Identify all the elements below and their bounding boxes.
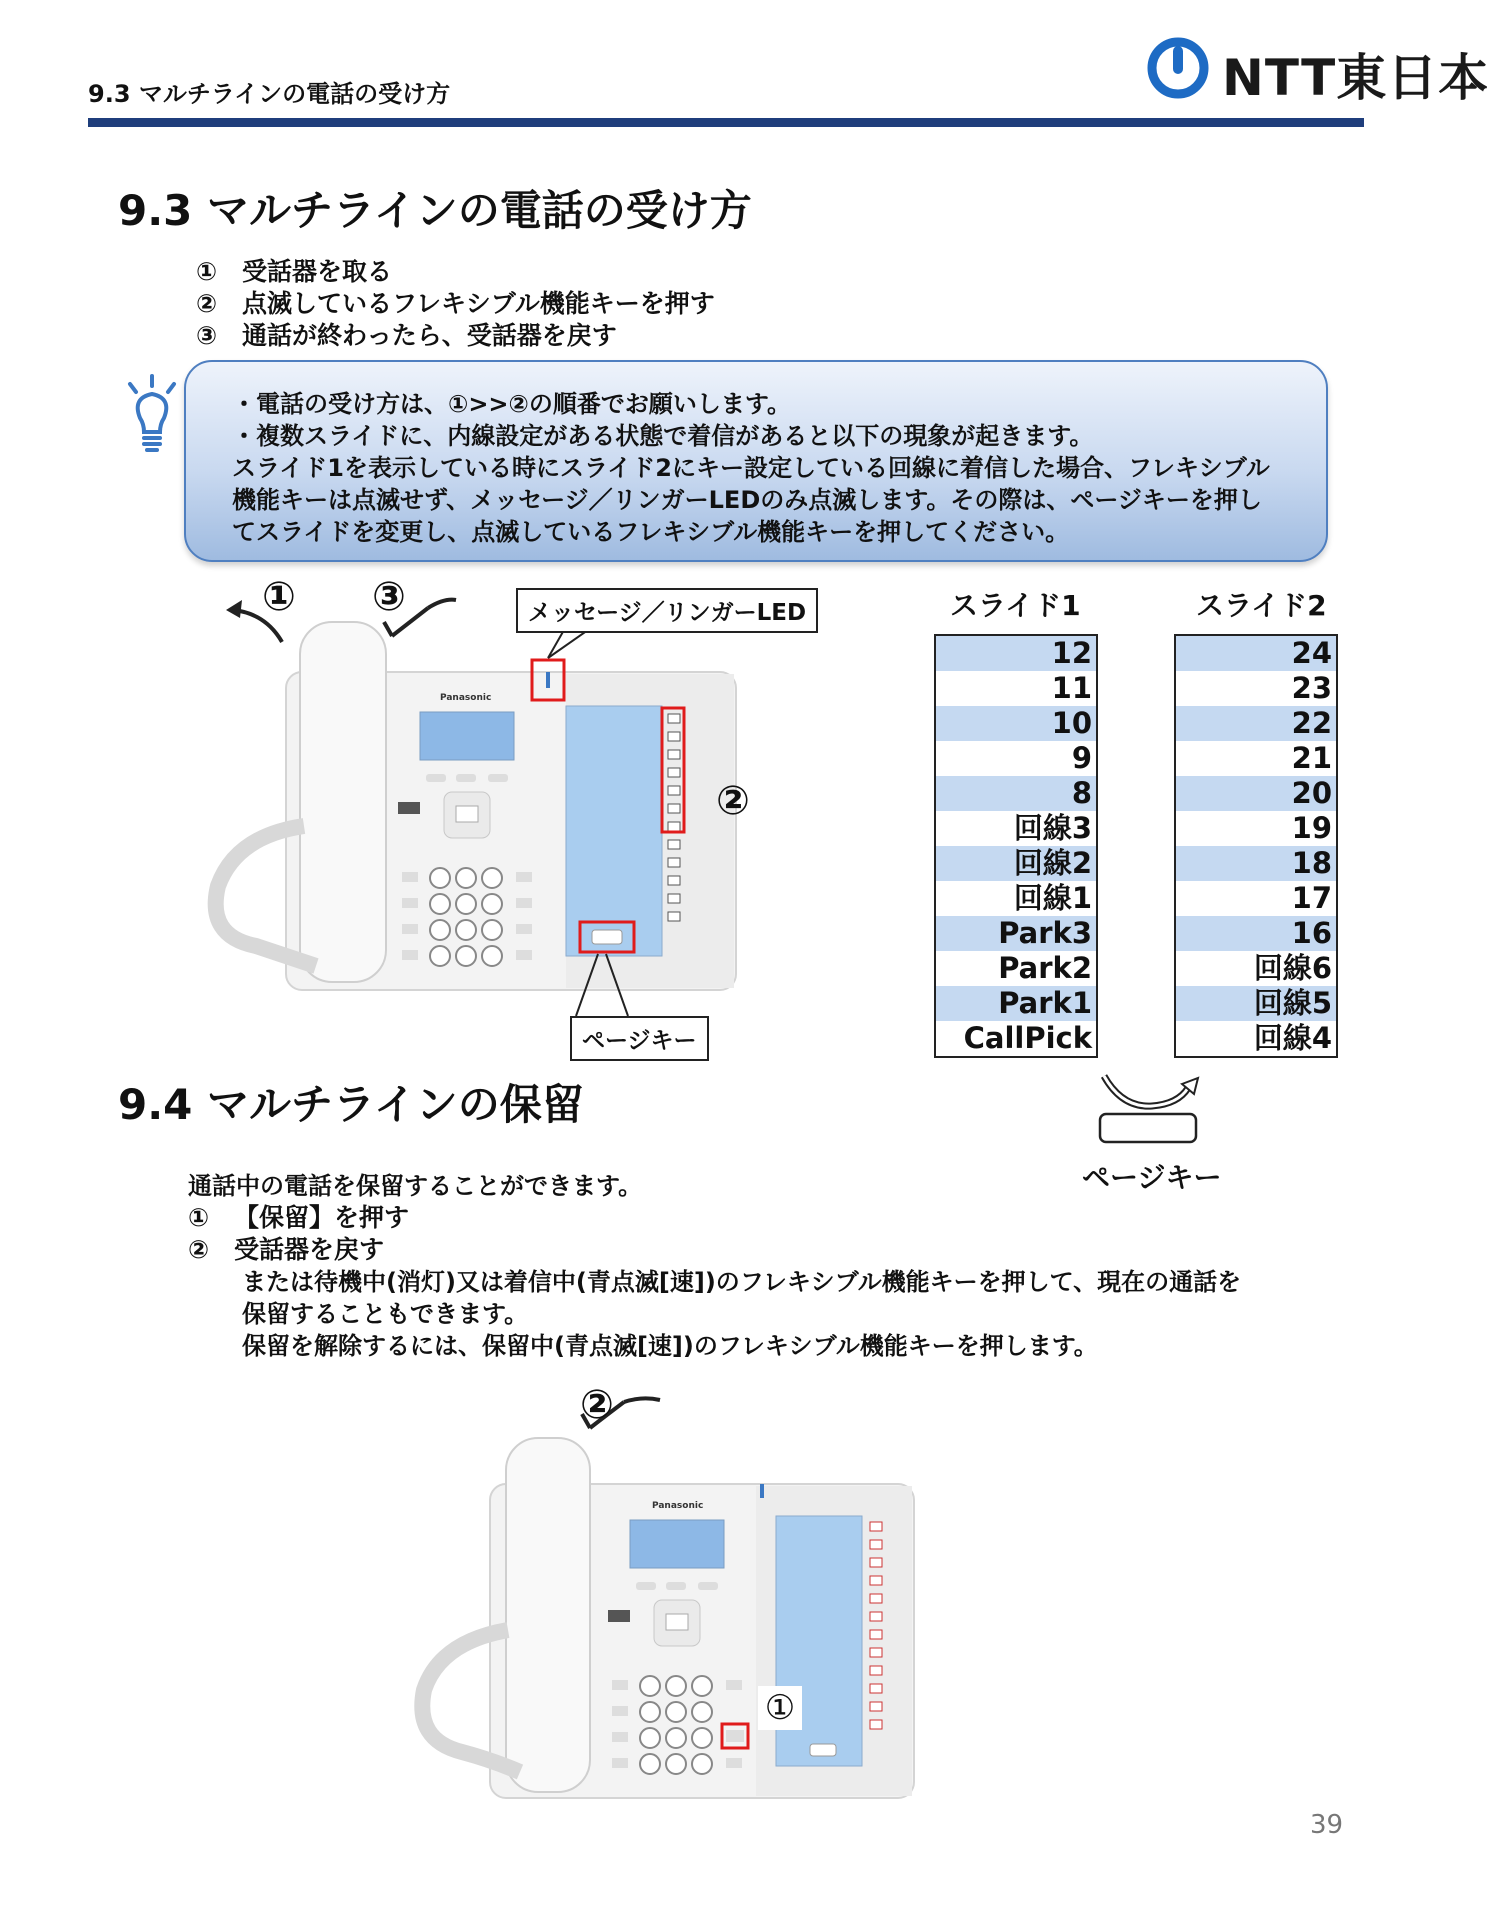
slide1-row: 回線2 — [936, 846, 1096, 881]
slide2-row: 21 — [1176, 741, 1336, 776]
hold-step-1: ① 【保留】を押す — [188, 1203, 410, 1232]
slide2-row: 22 — [1176, 706, 1336, 741]
hold-detail-1: または待機中(消灯)又は着信中(青点滅[速])のフレキシブル機能キーを押して、現在の通話を — [242, 1268, 1242, 1296]
step-2: ② 点滅しているフレキシブル機能キーを押す — [196, 289, 715, 318]
slide2-row: 17 — [1176, 881, 1336, 916]
header-title: 9.3 マルチラインの電話の受け方 — [88, 80, 451, 108]
slide2-row: 18 — [1176, 846, 1336, 881]
slide2-row: 24 — [1176, 636, 1336, 671]
section-93-heading: 9.3 マルチラインの電話の受け方 — [118, 186, 752, 235]
hold-callout-2: ② — [580, 1382, 614, 1428]
note-line-1: ・電話の受け方は、①>>②の順番でお願いします。 — [232, 390, 791, 418]
note-line-3: スライド1を表示している時にスライド2にキー設定している回線に着信した場合、フレキシブル — [232, 454, 1270, 482]
lightbulb-icon — [122, 374, 182, 456]
callout-3: ③ — [372, 574, 406, 620]
slide1-row: 10 — [936, 706, 1096, 741]
slide2-row: 20 — [1176, 776, 1336, 811]
hold-detail-2: 保留することもできます。 — [242, 1300, 529, 1328]
slide2-row: 回線4 — [1176, 1021, 1336, 1056]
note-line-5: てスライドを変更し、点滅しているフレキシブル機能キーを押してください。 — [232, 518, 1070, 546]
note-line-4: 機能キーは点滅せず、メッセージ／リンガーLEDのみ点滅します。その際は、ページキーを押し — [232, 486, 1262, 514]
slide1-table — [934, 634, 1098, 1058]
slide1-row: 回線3 — [936, 811, 1096, 846]
hold-step-2: ② 受話器を戻す — [188, 1235, 385, 1264]
callout-2: ② — [716, 778, 750, 824]
desk-phone-image-1 — [196, 586, 756, 1006]
page-number: 39 — [1310, 1810, 1344, 1840]
slide1-title: スライド1 — [950, 589, 1081, 622]
slide1-row: Park1 — [936, 986, 1096, 1021]
slide1-row: 9 — [936, 741, 1096, 776]
slide2-table — [1174, 634, 1338, 1058]
note-line-2: ・複数スライドに、内線設定がある状態で着信があると以下の現象が起きます。 — [232, 422, 1094, 450]
section-94-heading: 9.4 マルチラインの保留 — [118, 1080, 584, 1129]
phone-brand: Panasonic — [440, 693, 492, 703]
slide2-title: スライド2 — [1196, 589, 1327, 622]
slide2-row: 回線5 — [1176, 986, 1336, 1021]
hold-callout-1: ① — [758, 1686, 802, 1730]
slide1-row: 11 — [936, 671, 1096, 706]
slide1-row: 8 — [936, 776, 1096, 811]
ntt-logo-icon — [1146, 36, 1218, 100]
desk-phone-image-2 — [410, 1400, 920, 1810]
phone-brand-2: Panasonic — [652, 1501, 704, 1511]
slides-page-key-label: ページキー — [1082, 1161, 1222, 1194]
header-rule — [88, 118, 1364, 127]
slide1-row: CallPick — [936, 1021, 1096, 1056]
page-key-swap-icon — [1092, 1072, 1212, 1146]
callout-1: ① — [262, 574, 296, 620]
step-3: ③ 通話が終わったら、受話器を戻す — [196, 321, 617, 350]
step-1: ① 受話器を取る — [196, 257, 393, 286]
ntt-logo-text: NTT東日本 — [1222, 49, 1489, 107]
page-key-label: ページキー — [570, 1016, 709, 1061]
hold-detail-3: 保留を解除するには、保留中(青点滅[速])のフレキシブル機能キーを押します。 — [242, 1332, 1098, 1360]
slide2-row: 23 — [1176, 671, 1336, 706]
section-94-intro: 通話中の電話を保留することができます。 — [188, 1172, 643, 1200]
slide2-row: 16 — [1176, 916, 1336, 951]
led-label: メッセージ／リンガーLED — [516, 588, 818, 633]
slide1-row: 回線1 — [936, 881, 1096, 916]
slide1-row: 12 — [936, 636, 1096, 671]
slide1-row: Park3 — [936, 916, 1096, 951]
slide1-row: Park2 — [936, 951, 1096, 986]
slide2-row: 19 — [1176, 811, 1336, 846]
slide2-row: 回線6 — [1176, 951, 1336, 986]
